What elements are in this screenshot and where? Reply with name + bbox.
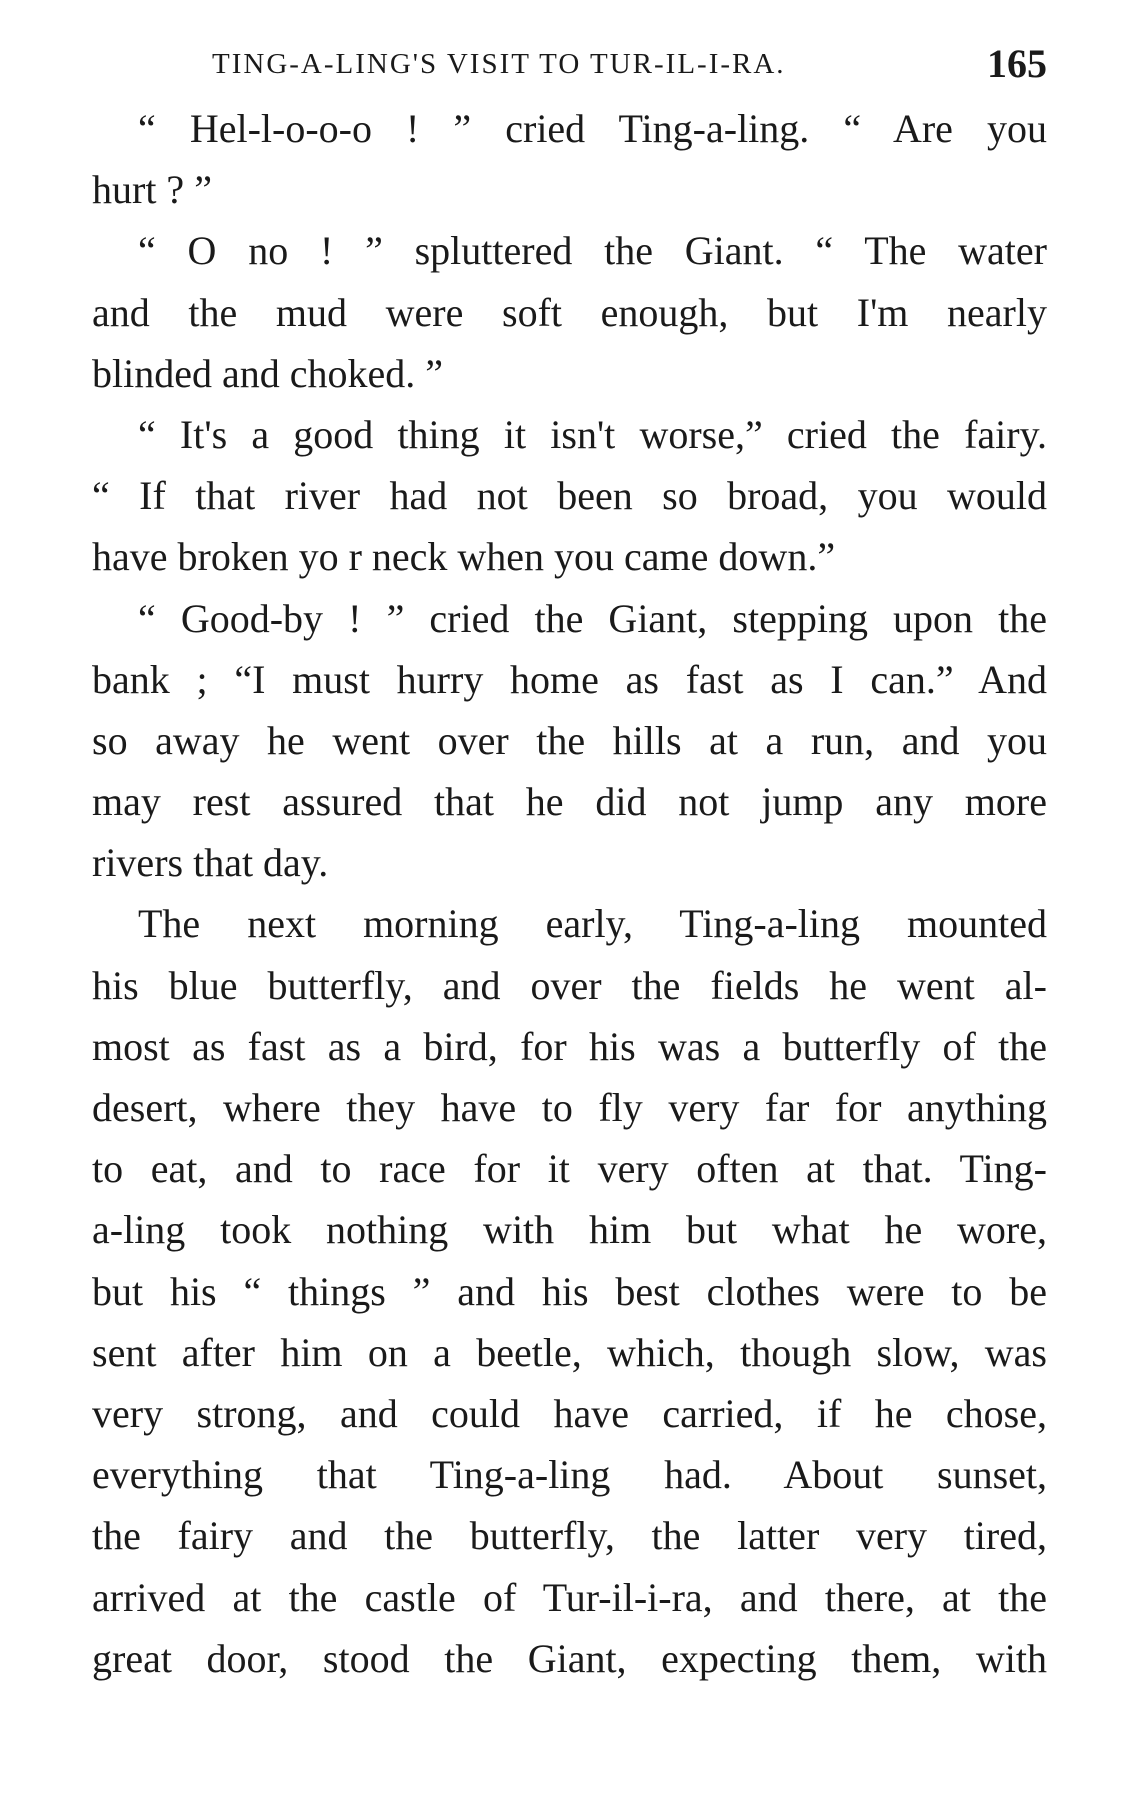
text-line: to eat, and to race for it very often at that. Ting- <box>92 1146 1047 1192</box>
book-page <box>92 40 1047 1689</box>
text-line: blinded and choked. ” <box>92 350 443 396</box>
running-title: TING-A-LING'S VISIT TO TUR-IL-I-RA. <box>212 48 786 80</box>
paragraph <box>92 893 1047 1688</box>
text-line: bank ; “I must hurry home as fast as I can.” And <box>92 656 1047 702</box>
text-line: may rest assured that he did not jump any more <box>92 779 1047 825</box>
text-line: most as fast as a bird, for his was a butterfly of the <box>92 1023 1047 1069</box>
page-number: 165 <box>987 41 1047 86</box>
text-line: his blue butterfly, and over the fields he went al- <box>92 962 1047 1008</box>
text-line: sent after him on a beetle, which, though slow, was <box>92 1329 1047 1375</box>
text-line: “ It's a good thing it isn't worse,” cried the fairy. <box>138 411 1047 457</box>
text-line: “ If that river had not been so broad, you would <box>92 473 1047 519</box>
text-line: the fairy and the butterfly, the latter very tired, <box>92 1513 1047 1559</box>
text-line: rivers that day. <box>92 840 329 886</box>
text-line: “ Hel-l-o-o-o ! ” cried Ting-a-ling. “ Are you <box>138 106 1047 151</box>
text-line: and the mud were soft enough, but I'm nearly <box>92 289 1047 335</box>
paragraph <box>92 588 1047 894</box>
text-line: hurt ? ” <box>92 167 212 213</box>
text-line: a-ling took nothing with him but what he wore, <box>92 1207 1047 1253</box>
text-line: “ Good-by ! ” cried the Giant, stepping upon the <box>138 595 1047 641</box>
body-text <box>92 98 1047 1689</box>
paragraph <box>92 404 1047 588</box>
paragraph <box>92 220 1047 404</box>
text-line: everything that Ting-a-ling had. About sunset, <box>92 1452 1047 1498</box>
text-line: arrived at the castle of Tur-il-i-ra, and there, at the <box>92 1574 1047 1620</box>
text-line: great door, stood the Giant, expecting them, with <box>92 1635 1047 1681</box>
text-line: desert, where they have to fly very far for anything <box>92 1085 1047 1130</box>
text-line: have broken yo r neck when you came down.” <box>92 534 836 580</box>
text-line: so away he went over the hills at a run, and you <box>92 717 1047 763</box>
paragraph <box>92 98 1047 220</box>
text-line: The next morning early, Ting-a-ling mounted <box>138 901 1047 947</box>
text-line: but his “ things ” and his best clothes were to be <box>92 1268 1047 1314</box>
text-line: very strong, and could have carried, if he chose, <box>92 1390 1047 1436</box>
running-head <box>92 40 1047 98</box>
text-line: “ O no ! ” spluttered the Giant. “ The water <box>138 228 1047 274</box>
